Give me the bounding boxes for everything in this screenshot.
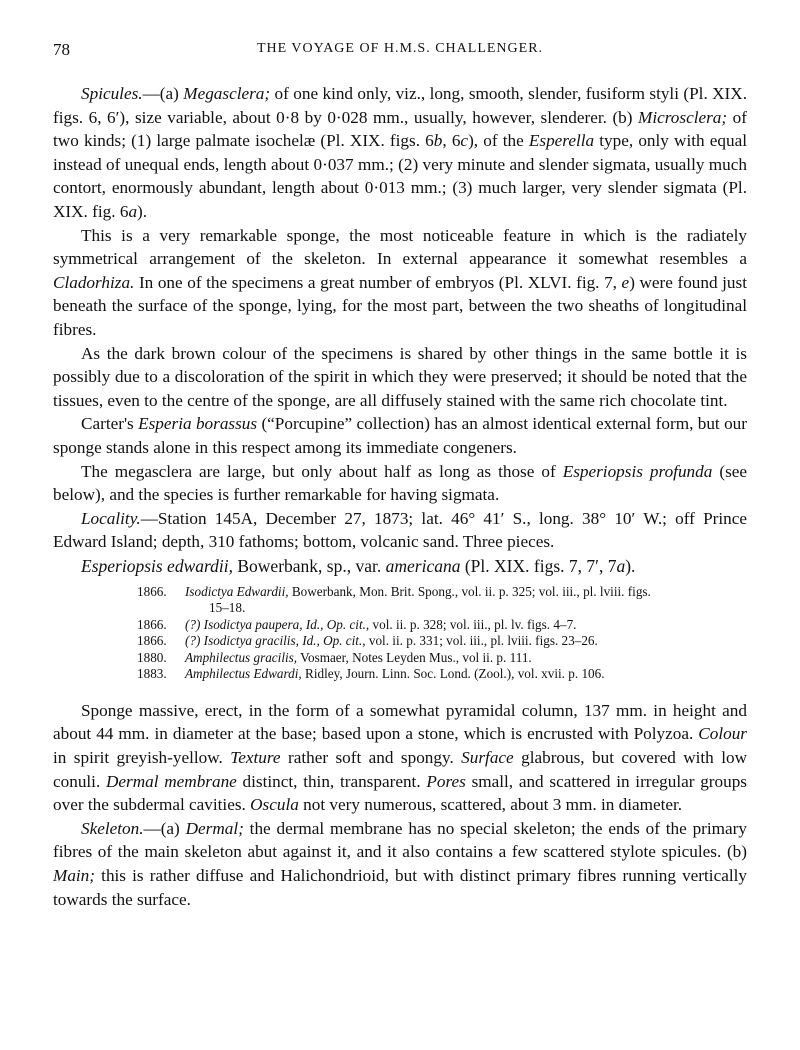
page-header	[53, 40, 747, 64]
synonymy-year: 1866.	[137, 633, 167, 649]
synonymy-entry	[137, 666, 747, 683]
remarkable-paragraph: This is a very remarkable sponge, the most noticeable feature in which is the radiately symmetrical arrangement of the skeleton. In external appearance it somewhat resembles a Cladorhiza. In one of the specimens a great number of embryos (Pl. XLVI. fig. 7, e) were found just beneath the surface of the sponge, lying, for the most part, between the two sheaths of longitudinal fibres.	[53, 225, 747, 339]
page	[53, 40, 747, 911]
spicules-paragraph: Spicules.—(a) Megasclera; of one kind only, viz., long, smooth, slender, fusiform styli (Pl. XIX. figs. 6, 6′), size variable, about 0·8 by 0·028 mm., usually, however, slenderer. (b) Microsclera; of two kinds; (1) large palmate isochelæ (Pl. XIX. figs. 6b, 6c), of the Esperella type, only with equal instead of unequal ends, length about 0·037 mm.; (2) very minute and slender sigmata, usually much contort, enormously abundant, length about 0·013 mm.; (3) much larger, very slender sigmata (Pl. XIX. fig. 6a).	[53, 84, 747, 221]
synonymy-taxon: (?) Isodictya gracilis, Id., Op. cit.,	[185, 633, 366, 649]
skeleton-label: Skeleton.	[81, 818, 144, 838]
description-paragraph: Sponge massive, erect, in the form of a somewhat pyramidal column, 137 mm. in height and about 44 mm. in diameter at the base; based upon a stone, which is encrusted with Polyzoa. Colour in spirit greyish-yellow. Texture rather soft and spongy. Surface glabrous, but covered with low conuli. Dermal membrane distinct, thin, transparent. Pores small, and scattered in irregular groups over the subdermal cavities. Oscula not very numerous, scattered, about 3 mm. in diameter.	[53, 700, 747, 815]
synonymy-year: 1880.	[137, 649, 167, 665]
synonymy-year: 1866.	[137, 583, 167, 599]
synonymy-taxon: Amphilectus Edwardi,	[185, 666, 302, 682]
megasclera-paragraph: The megasclera are large, but only about half as long as those of Esperiopsis profunda (see below), and the species is further remarkable for having sigmata.	[53, 461, 748, 505]
synonymy-entry	[137, 650, 747, 667]
cladorhiza-taxon: Cladorhiza.	[53, 272, 135, 292]
spicules-label: Spicules.	[81, 84, 143, 103]
species-heading: Esperiopsis edwardii, Bowerbank, sp., var. americana (Pl. XIX. figs. 7, 7′, 7a).	[81, 555, 636, 576]
running-head: THE VOYAGE OF H.M.S. CHALLENGER.	[256, 41, 544, 56]
synonymy-year: 1866.	[137, 616, 167, 632]
esperiopsis-profunda-taxon: Esperiopsis profunda	[562, 461, 713, 481]
locality-paragraph: Locality.—Station 145A, December 27, 1873; lat. 46° 41′ S., long. 38° 10′ W.; off Prince Edward Island; depth, 310 fathoms; bottom, volcanic sand. Three pieces.	[53, 508, 747, 552]
synonymy-entry	[137, 584, 747, 617]
synonymy-entry	[137, 633, 747, 650]
synonymy-list	[137, 584, 747, 683]
microsclera-term: Microsclera;	[638, 107, 728, 127]
skeleton-paragraph: Skeleton.—(a) Dermal; the dermal membrane has no special skeleton; the ends of the primary fibres of the main skeleton abut against it, and it also contains a few scattered stylote spicules. (b) Main; this is rather diffuse and Halichondrioid, but with distinct primary fibres running vertically towards the surface.	[53, 818, 747, 909]
variety-name: americana	[385, 555, 461, 576]
carter-paragraph: Carter's Esperia borassus (“Porcupine” collection) has an almost identical external form, but our sponge stands alone in this respect among its immediate congeners.	[53, 414, 747, 457]
megasclera-term: Megasclera;	[183, 84, 271, 103]
synonymy-taxon: Amphilectus gracilis,	[185, 649, 298, 665]
synonymy-taxon: Isodictya Edwardii,	[185, 583, 289, 599]
species-name: Esperiopsis edwardii,	[81, 555, 233, 576]
synonymy-reference: vol. ii. p. 331; vol. iii., pl. lviii. figs. 23–26.	[365, 633, 598, 649]
page-number: 78	[53, 40, 70, 59]
synonymy-continuation: 15–18.	[209, 600, 246, 616]
locality-label: Locality.	[81, 508, 141, 528]
synonymy-reference: Bowerbank, Mon. Brit. Spong., vol. ii. p. 325; vol. iii., pl. lviii. figs.	[288, 583, 651, 599]
synonymy-year: 1883.	[137, 666, 167, 682]
synonymy-entry	[137, 617, 747, 634]
colour-paragraph: As the dark brown colour of the specimens is shared by other things in the same bottle it is possibly due to a discoloration of the spirit in which they were preserved; it should be noted that the tissues, even to the centre of the sponge, are all diffusely stained with the same rich chocolate tint.	[53, 343, 747, 410]
synonymy-reference: Ridley, Journ. Linn. Soc. Lond. (Zool.), vol. xvii. p. 106.	[301, 666, 605, 682]
esperia-borassus-taxon: Esperia borassus	[138, 414, 258, 434]
esperella-taxon: Esperella	[528, 131, 595, 151]
synonymy-reference: vol. ii. p. 328; vol. iii., pl. lv. figs. 4–7.	[369, 616, 577, 632]
synonymy-taxon: (?) Isodictya paupera, Id., Op. cit.,	[185, 616, 370, 632]
synonymy-reference: Vosmaer, Notes Leyden Mus., vol ii. p. 111.	[297, 649, 532, 665]
